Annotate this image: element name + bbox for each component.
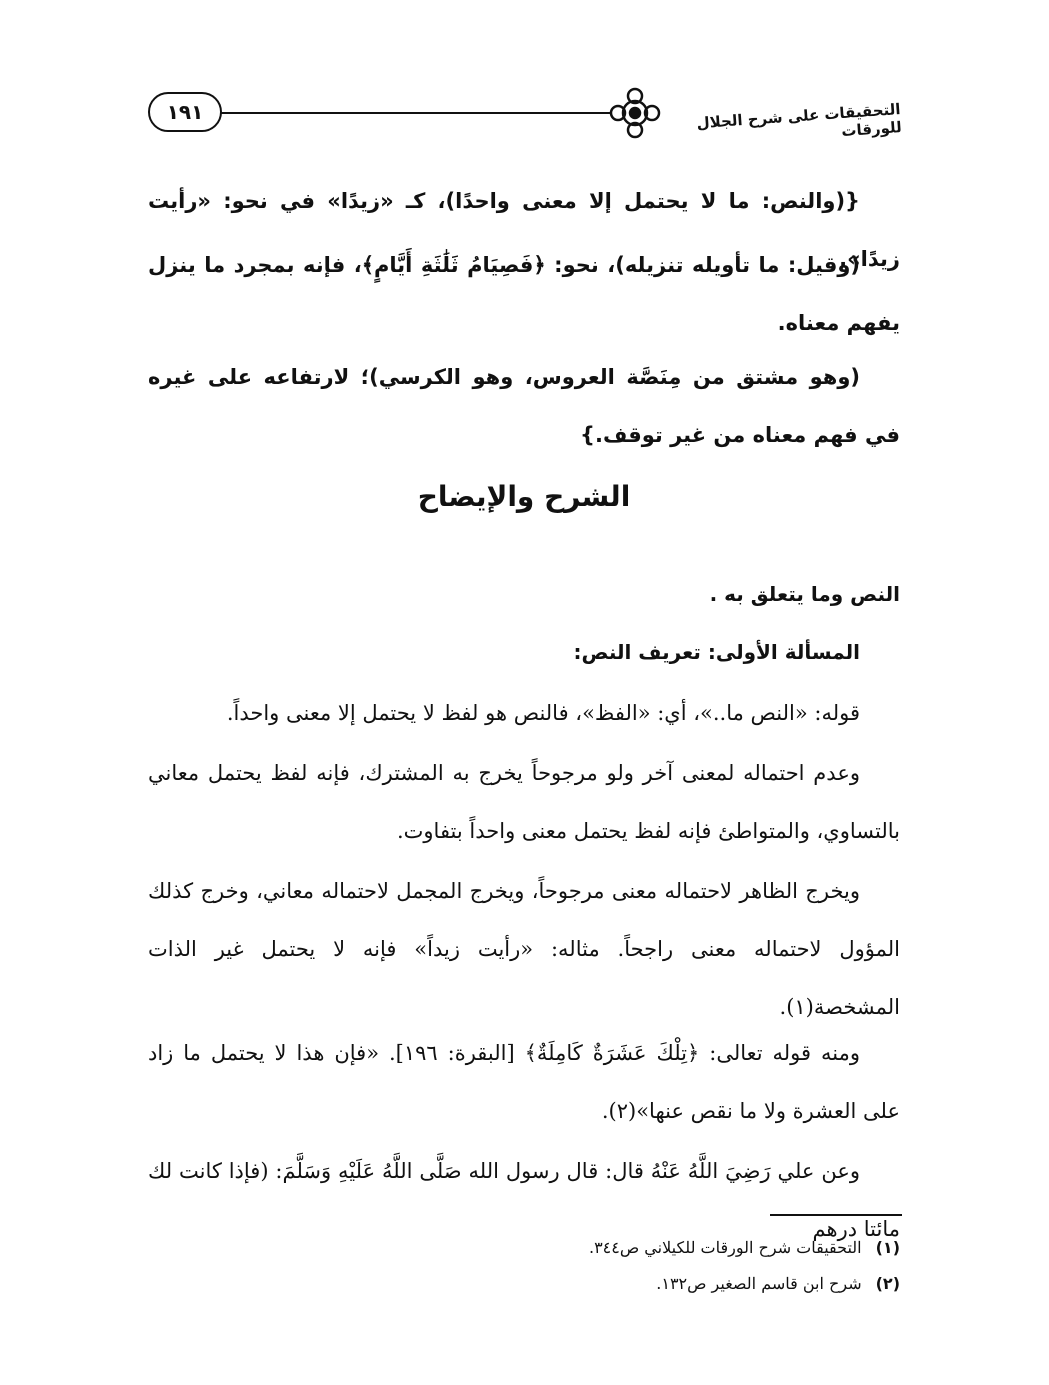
- footnote-number: (١): [875, 1238, 900, 1257]
- page-number: ١٩١: [148, 92, 222, 132]
- matn-paragraph-1: {(والنص: ما لا يحتمل إلا معنى واحدًا)، كـ «زيدًا» في نحو: «رأيت زيدًا».: [148, 189, 900, 271]
- sharh-paragraph-5: وعن علي رَضِيَ اللَّهُ عَنْهُ قال: قال رسول الله صَلَّى اللَّهُ عَلَيْهِ وَسَلَّمَ: (فإذا كانت لك مائتا درهم: [148, 1159, 900, 1241]
- footnote-number: (٢): [875, 1274, 900, 1293]
- subheading-text-topic: النص وما يتعلق به .: [709, 582, 900, 606]
- sharh-paragraph-2: وعدم احتماله لمعنى آخر ولو مرجوحاً يخرج به المشترك، فإنه لفظ يحتمل معاني بالتساوي، والمتواطئ فإنه لفظ يحتمل معنى واحداً بتفاوت.: [148, 761, 900, 843]
- ornament-icon: [604, 82, 666, 144]
- sharh-paragraph-4: ومنه قوله تعالى: ﴿تِلْكَ عَشَرَةٌ كَامِلَةٌ﴾ [البقرة: ١٩٦]. «فإن هذا لا يحتمل ما زاد على العشرة ولا ما نقص عنها»(٢).: [148, 1041, 900, 1123]
- section-heading: الشرح والإيضاح: [417, 480, 631, 513]
- footnote-1: [148, 1238, 900, 1257]
- footnote-rule: [770, 1214, 902, 1216]
- running-title: التحقيقات على شرح الجلال للورقات: [696, 100, 903, 141]
- subheading-issue-one: المسألة الأولى: تعريف النص:: [573, 640, 860, 664]
- header-rule: [220, 112, 610, 114]
- matn-paragraph-3: (وهو مشتق من مِنَصَّة العروس، وهو الكرسي)؛ لارتفاعه على غيره في فهم معناه من غير توقف.}: [148, 365, 900, 447]
- matn-paragraph-2: (وقيل: ما تأويله تنزيله)، نحو: ﴿فَصِيَامُ ثَلَٰثَةِ أَيَّامٍ﴾، فإنه بمجرد ما ينزل يفهم معناه.: [148, 253, 900, 335]
- sharh-paragraph-3: ويخرج الظاهر لاحتماله معنى مرجوحاً، ويخرج المجمل لاحتماله معاني، وخرج كذلك المؤول لاحتماله معنى راجحاً. مثاله: «رأيت زيداً» فإنه لا يحتمل غير الذات المشخصة(١).: [148, 879, 900, 1019]
- sharh-paragraph-1: قوله: «النص ما..»، أي: «الفظ»، فالنص هو لفظ لا يحتمل إلا معنى واحداً.: [226, 701, 860, 725]
- footnote-2: [148, 1274, 900, 1293]
- footnote-text: شرح ابن قاسم الصغير ص١٣٢.: [656, 1274, 862, 1293]
- footnote-text: التحقيقات شرح الورقات للكيلاني ص٣٤٤.: [588, 1238, 862, 1257]
